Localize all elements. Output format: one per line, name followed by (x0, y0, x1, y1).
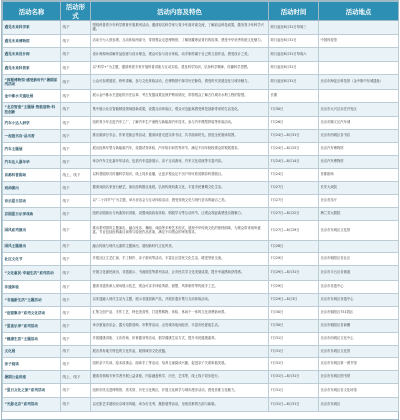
activity-name-cell: 遇见未来科学家 (3, 21, 61, 35)
activity-time-cell: 7月31日 (269, 358, 319, 371)
activity-place-cell: 北京市东城区第一图书馆 (319, 358, 399, 371)
activity-desc-cell: 集中展示北京智能制造领域创新成果，设置互动体验区，观众可近距离感受科技创新带来的生活变化。 (91, 103, 269, 117)
activity-name-cell: “文化惠民·幸福生活”系列活动 (3, 266, 61, 281)
header-activity-place: 活动地点 (319, 2, 399, 21)
table-header-row (3, 2, 399, 21)
activity-desc-cell: 开展文化惠民演出、非遗展示、书画展览等系列活动，让市民共享文化发展成果，提升幸福感和获得感。 (91, 266, 269, 281)
activity-time-cell: 7月31日 (269, 333, 319, 346)
activity-desc-cell: 汇集文创产品、手作工艺、特色美食等，打造集购物、体验、休闲于一体的文化消费新场景。 (91, 307, 269, 320)
activity-place-cell: 北京市丰台区各街道 (319, 266, 399, 281)
activity-form-cell: 线下 (61, 103, 91, 117)
activity-place-cell (319, 241, 399, 253)
activity-desc-cell: 展出经典车型与新能源汽车，设置试驾体验、汽车知识问答等环节，满足不同年龄段观众的观展需求。 (91, 143, 269, 156)
table-row (3, 294, 399, 307)
activity-place-cell: 北京市东城区各文化场馆 (319, 384, 399, 398)
activity-desc-cell: 组织市民走进博物馆、美术馆、历史文化街区，开展文化研学与城市漫步活动，感受首都文化魅力。 (91, 384, 269, 398)
table-row (3, 195, 399, 208)
header-activity-time: 活动时间 (269, 2, 319, 21)
activity-name-cell: “光影北京”系列活动 (3, 398, 61, 412)
activity-time-cell: 7月29日 (269, 253, 319, 266)
activity-time-cell: 7月24日—8月25日 (269, 143, 319, 156)
activity-place-cell: 北京市非遗中心 (319, 281, 399, 294)
activity-time-cell: 即日起至8月31日 (269, 75, 319, 90)
activity-name-cell: “北京智造”主题展·智能造物·科技创新 (3, 103, 61, 117)
activity-form-cell: 线下 (61, 384, 91, 398)
activity-place-cell: 北京音乐厅 (319, 195, 399, 208)
table-row (3, 241, 399, 253)
activity-desc-cell: 推出阅读分享会、作家见面会等活动，邀请读者走进实体书店，共享阅读时光，营造全民阅读氛围。 (91, 130, 269, 143)
activity-desc-cell: 融合传统与现代元素的主题演出，展现新时代文化风采。 (91, 241, 269, 253)
activity-desc-cell: 组织亲子共读、绘本故事会、阅读手工等活动，培养儿童阅读兴趣，促进亲子关系和谐发展。 (91, 358, 269, 371)
activity-name-cell: 国风系列演出 (3, 221, 61, 241)
activity-name-cell: “夏夜乐享”系列活动 (3, 320, 61, 333)
activity-form-cell: 线下 (61, 143, 91, 156)
table-row (3, 117, 399, 130)
table-row (3, 358, 399, 371)
activity-desc-cell: 展示金中都水关遗址的历史沿革、考古发掘成果及保护利用情况，带领观众了解古代城市水利工程的智慧。 (91, 90, 269, 103)
table-row (3, 398, 399, 412)
activity-name-cell: “创意集市”系列文化活动 (3, 307, 61, 320)
activity-form-cell: 线上、线下 (61, 169, 91, 182)
activity-form-cell: 线下 (61, 398, 91, 412)
activity-desc-cell: 以“二十四节气”为主题，举办音乐会与互动体验活动，感受传统文化与现代音乐的融合之美。 (91, 195, 269, 208)
table-row (3, 266, 399, 281)
activity-time-cell: 7月24日—8月31日 (269, 130, 319, 143)
activity-place-cell: 北京市东城区图书馆 (319, 371, 399, 384)
activity-form-cell: 线下 (61, 358, 91, 371)
activity-form-cell: 线上、线下 (61, 371, 91, 384)
activity-time-cell: 7月27日 (269, 182, 319, 195)
table-row (3, 182, 399, 195)
activity-time-cell: 7月31日 (269, 346, 319, 358)
activity-time-cell: 7月29日—8月3日 (269, 294, 319, 307)
activity-form-cell: 线下 (61, 266, 91, 281)
activity-name-cell: 汽车小达人研学 (3, 117, 61, 130)
activity-place-cell: 首都剧场 (319, 169, 399, 182)
activity-time-cell: 7月30日 (269, 320, 319, 333)
activity-form-cell: 线下 (61, 117, 91, 130)
table-row (3, 333, 399, 346)
activity-form-cell: 线下 (61, 75, 91, 90)
activity-time-cell: 7月30日 (269, 307, 319, 320)
activity-desc-cell: 展出具有地方特色的文化作品，展现城市文化底蕴。 (91, 346, 269, 358)
table-row (3, 103, 399, 117)
table-row (3, 143, 399, 156)
activity-desc-cell: 公众可参观展览、聆听讲解，参与文化体验活动，在博物馆中探寻历史脉络，感受时代发展变化与城市魅力。 (91, 75, 269, 90)
activity-time-cell: 7月31日 (269, 384, 319, 398)
table-row (3, 90, 399, 103)
activity-form-cell: 线下 (61, 90, 91, 103)
table-row (3, 35, 399, 48)
table-body (3, 21, 399, 412)
header-activity-name: 活动名称 (3, 2, 61, 21)
activity-form-cell: 线下 (61, 156, 91, 169)
activity-desc-cell: 活动分为入馆参观、互动体验两部分，带领观众走进博物馆，了解馆藏珍品背后的故事，感受中华优秀传统文化魅力。 (91, 35, 269, 48)
activity-form-cell: 线下 (61, 208, 91, 221)
activity-name-cell: 社区文化节 (3, 253, 61, 266)
activity-form-cell: 线下 (61, 333, 91, 346)
activity-form-cell: 线下 (61, 241, 91, 253)
activity-table (2, 1, 399, 412)
activity-desc-cell: 举办汽车文化嘉年华活动，包括汽车巡游展示、亲子互动游戏、汽车文化讲座等丰富内容。 (91, 156, 269, 169)
activity-time-cell: 7月29日—8月31日 (269, 266, 319, 281)
activity-place-cell (319, 62, 399, 75)
table-row (3, 169, 399, 182)
table-row (3, 307, 399, 320)
activity-time-cell: 7月26日 (269, 117, 319, 130)
activity-place-cell: 北京市大兴区亦庄开发区 (319, 103, 399, 117)
activity-form-cell: 线下 (61, 48, 91, 62)
activity-place-cell: 北京市海淀区科技馆（金中都中东城遗址） (319, 75, 399, 90)
activity-form-cell: 线下 (61, 130, 91, 143)
activity-place-cell: 北京市东城区非遗中心 (319, 294, 399, 307)
table-row (3, 281, 399, 294)
activity-place-cell: 梅兰芳大剧院 (319, 208, 399, 221)
activity-name-cell: 暑期公益讲座 (3, 371, 61, 384)
activity-time-cell: 即日起至8月31日 (269, 35, 319, 48)
activity-desc-cell: 邀请各领域专家学者开展公益讲座，内容涵盖科学、历史、艺术等，线上线下同步进行。 (91, 371, 269, 384)
activity-time-cell: 7月24日—8月14日 (269, 156, 319, 169)
activity-desc-cell: 开展社区文艺汇演、手工制作、亲子游戏等活动，丰富社区居民文化生活，增进邻里交流。 (91, 253, 269, 266)
activity-time-cell: 7月27日 (269, 195, 319, 208)
table-row (3, 253, 399, 266)
activity-place-cell: 北京市东城区文化馆 (319, 221, 399, 241)
activity-time-cell: 长期 (269, 90, 319, 103)
activity-form-cell: 线下 (61, 35, 91, 48)
table-row (3, 320, 399, 333)
activity-desc-cell: 设计师现场讲解作品创意与设计理念，观众可参与设计体验，动手制作属于自己的文创作品，感受设计之美。 (91, 48, 269, 62)
activity-form-cell: 线下 (61, 253, 91, 266)
activity-time-cell: 即日起至8月31日 (269, 62, 319, 75)
activity-place-cell: 北京市西城区文化中心 (319, 333, 399, 346)
table-row (3, 75, 399, 90)
activity-name-cell: 金中都水关遗址展 (3, 90, 61, 103)
activity-time-cell: 7月24日 (269, 169, 319, 182)
activity-desc-cell: 以非遗融入现代生活为主题，展示非遗创新产品，开展非遗市集与互动体验活动。 (91, 294, 269, 307)
activity-name-cell: 遇见未来设计师 (3, 48, 61, 62)
activity-desc-cell: 推出系列国风主题演出，融合民乐、舞蹈、戏曲等多种艺术形式，展现中华传统文化的独特韵味，为观众带来视听盛宴。节目包括经典曲目演奏与原创作品首演，满足不同观众的审美需求。 (91, 221, 269, 241)
table-row (3, 48, 399, 62)
activity-desc-cell: 以“科学+”为主题，邀请科普专家开展科普讲座与互动实验，普及科学知识，弘扬科学精神，传播科学思想。 (91, 62, 269, 75)
activity-place-cell: 中国科技馆 (319, 35, 399, 48)
table-row (3, 208, 399, 221)
activity-desc-cell: 以光影艺术展现北京城市风貌，举办灯光秀、摄影展等活动，呈现首都的古韵与新貌。 (91, 398, 269, 412)
activity-name-cell: 京剧夏日乐享戏曲 (3, 208, 61, 221)
activity-desc-cell: 组织青少年走进汽车工厂，了解汽车生产流程与新能源汽车技术，参与汽车模型拼装等体验活动。 (91, 117, 269, 130)
activity-name-cell: 戏曲演出 (3, 182, 61, 195)
activity-desc-cell: 围绕科普青少年科学教育开展系列活动，邀请知名科学家与青少年面对面交流，了解前沿科技成果，激发青少年科学兴趣。 (91, 21, 269, 35)
activity-form-cell: 线下 (61, 294, 91, 307)
activity-desc-cell: 组织京剧演出与戏曲知识讲座，设置戏曲妆容体验、唱段学习等互动环节，让观众零距离感受京剧魅力。 (91, 208, 269, 221)
activity-place-cell: 北京市西城区各书店 (319, 130, 399, 143)
activity-place-cell: 北京汽车博物馆 (319, 143, 399, 156)
activity-name-cell: 遇见未来科普家 (3, 62, 61, 75)
activity-place-cell (319, 48, 399, 62)
activity-name-cell: “健康生活”主题活动 (3, 333, 61, 346)
activity-place-cell: 北京市顺义区汽车城 (319, 117, 399, 130)
activity-time-cell: 7月27日—8月22日 (269, 208, 319, 221)
activity-form-cell: 线下 (61, 21, 91, 35)
activity-time-cell: 即日起至8月31日每周三 (269, 21, 319, 35)
table-row (3, 221, 399, 241)
header-activity-form: 活动形式 (61, 2, 91, 21)
activity-name-cell: 汽车主题展 (3, 143, 61, 156)
table-row (3, 384, 399, 398)
activity-name-cell: 遇见未来博物馆 (3, 35, 61, 48)
table-row (3, 130, 399, 143)
activity-place-cell: 北京市东城区文化馆 (319, 346, 399, 358)
activity-name-cell: “非遗新生活”主题活动 (3, 294, 61, 307)
activity-form-cell: 线下 (61, 221, 91, 241)
table-row (3, 346, 399, 358)
table-row (3, 156, 399, 169)
activity-place-cell (319, 21, 399, 35)
activity-form-cell: 线下 (61, 182, 91, 195)
activity-name-cell: 非遗体验 (3, 281, 61, 294)
activity-place-cell: 北京市朝阳区各商圈 (319, 320, 399, 333)
activity-place-cell: 北京市朝阳区各社区 (319, 253, 399, 266)
activity-form-cell: 线下 (61, 62, 91, 75)
activity-place-cell: 长安大戏院 (319, 182, 399, 195)
activity-form-cell: 线下 (61, 320, 91, 333)
activity-name-cell: 一起逛书店·品书香 (3, 130, 61, 143)
table-row (3, 371, 399, 384)
activity-time-cell: 7月31日—8月31日 (269, 398, 319, 412)
activity-name-cell: “探秘博物馆·感受新时代”暑期系列活动 (3, 75, 61, 90)
activity-name-cell: 首都科普剧场 (3, 169, 61, 182)
activity-place-cell (319, 90, 399, 103)
table-row (3, 21, 399, 35)
activity-place-cell: 北京市朝阳区751园区 (319, 307, 399, 320)
activity-name-cell: 国风主题演出 (3, 241, 61, 253)
activity-table-panel (1, 0, 399, 420)
activity-time-cell: 即日起至8月31日每周六 (269, 48, 319, 62)
activity-desc-cell: 邀请戏曲名家登台献艺，演出经典剧目选段，弘扬传统戏曲文化，丰富市民暑期文化生活。 (91, 182, 269, 195)
table-row (3, 62, 399, 75)
activity-desc-cell: 邀请非遗传承人现场展示技艺，观众可亲手体验剪纸、面塑、风筝制作等传统手工艺。 (91, 281, 269, 294)
activity-time-cell: 7月28日 (269, 241, 319, 253)
activity-desc-cell: 开展健康讲座、义诊咨询、体育健身等活动，倡导健康生活方式，提升市民健康素养。 (91, 333, 269, 346)
activity-form-cell: 线下 (61, 281, 91, 294)
activity-time-cell: 7月27日—8月29日 (269, 221, 319, 241)
activity-name-cell: 亲子阅读 (3, 358, 61, 371)
activity-form-cell: 线下 (61, 307, 91, 320)
activity-place-cell: 北京汽车博物馆 (319, 156, 399, 169)
activity-name-cell: 音乐夏日活动 (3, 195, 61, 208)
activity-desc-cell: 举办夏夜音乐会、露天电影放映、市集等活动，点亮城市夜间经济，丰富市民夏夜生活。 (91, 320, 269, 333)
activity-name-cell: 文化展 (3, 346, 61, 358)
activity-name-cell: “夏日文化之旅”系列活动 (3, 384, 61, 398)
activity-time-cell: 7月29日 (269, 281, 319, 294)
activity-name-cell: 汽车达人嘉年华 (3, 156, 61, 169)
activity-form-cell: 线下 (61, 195, 91, 208)
activity-desc-cell: 以科普剧形式传播科学知识，线上同步直播，让更多观众足不出户即可欣赏精彩科普剧目。 (91, 169, 269, 182)
activity-place-cell: 北京市东城区 (319, 398, 399, 412)
activity-time-cell: 7月30日 (269, 103, 319, 117)
activity-form-cell: 线下 (61, 346, 91, 358)
header-activity-content: 活动内容及特色 (91, 2, 269, 21)
activity-time-cell: 7月31日—8月31日 (269, 371, 319, 384)
